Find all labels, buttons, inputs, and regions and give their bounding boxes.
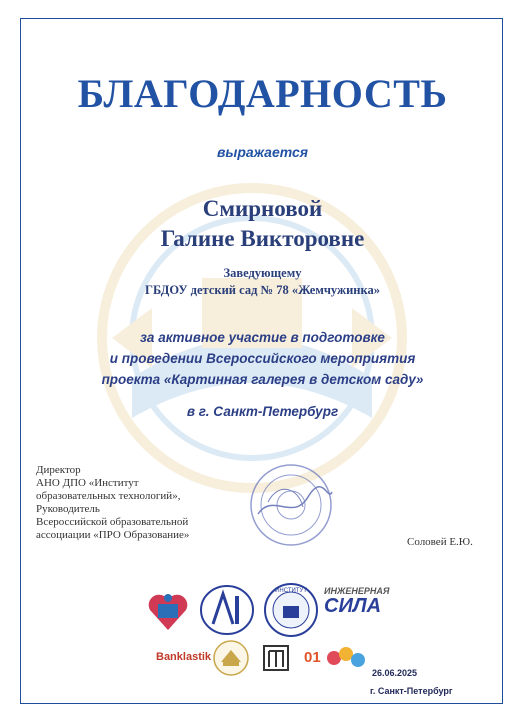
institute-logo: [263, 582, 319, 638]
reason-line-1: за активное участие в подготовке: [140, 330, 385, 345]
ai-monogram-logo: [199, 584, 255, 636]
seal-stamp: [248, 462, 334, 548]
signatory-line: АНО ДПО «Институт: [36, 477, 139, 489]
signatory-line: образовательных технологий»,: [36, 490, 181, 502]
monogram-logo: [261, 643, 291, 673]
recipient-position: Заведующему: [223, 266, 302, 280]
colorful-logo: [326, 644, 366, 672]
reason-line-2: и проведении Всероссийского мероприятия: [109, 351, 416, 366]
certificate-subtitle: выражается: [216, 144, 309, 160]
issue-date: 26.06.2025: [372, 668, 418, 678]
certificate-title: БЛАГОДАРНОСТЬ: [77, 71, 448, 116]
recipient-organization: ГБДОУ детский сад № 78 «Жемчужинка»: [145, 283, 380, 297]
gold-emblem-logo: [213, 640, 249, 676]
issue-place: г. Санкт-Петербург: [370, 686, 453, 696]
signatory-name: Соловей Е.Ю.: [407, 536, 473, 548]
inzhenernaya-sila-line2: СИЛА: [324, 595, 382, 617]
signatory-title: [36, 464, 236, 542]
inzhenernaya-sila-logo: [324, 586, 389, 616]
inzhenernaya-sila-line1: ИНЖЕНЕРНАЯ: [324, 586, 390, 596]
recipient-given-names: Галине Викторовне: [160, 226, 365, 251]
signatory-line: Всероссийской образовательной: [36, 516, 189, 528]
recipient-surname: Смирновой: [202, 196, 323, 221]
signatory-line: ассоциации «ПРО Образование»: [36, 529, 190, 541]
heart-logo: [146, 590, 190, 634]
reason-line-3: проекта «Картинная галерея в детском саду»: [101, 372, 424, 387]
event-city: в г. Санкт-Петербург: [186, 404, 339, 419]
signatory-line: Директор: [36, 464, 81, 476]
institute-logo-text: ИНСТИТУТ: [275, 588, 307, 594]
olyuch-logo: 01: [304, 649, 321, 666]
banklastik-logo: Banklastik: [156, 651, 212, 663]
signatory-line: Руководитель: [36, 503, 100, 515]
